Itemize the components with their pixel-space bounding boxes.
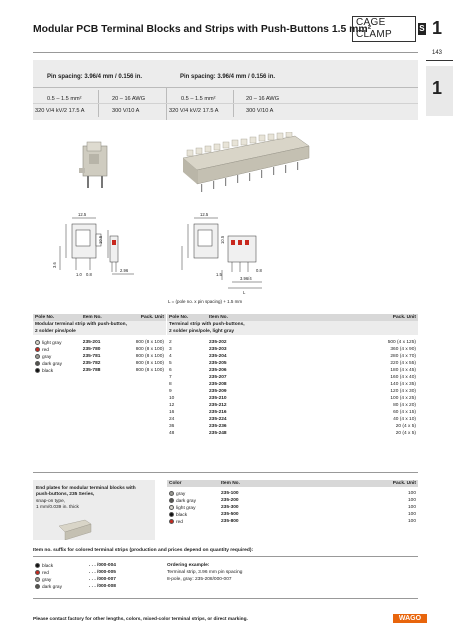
pole-number: 48 <box>169 431 175 436</box>
color-swatch <box>169 505 174 510</box>
table-row <box>33 583 166 590</box>
table-subtitle: Terminal strip with push-buttons, <box>169 322 245 327</box>
color-swatch <box>35 354 40 359</box>
section-rule <box>33 556 418 557</box>
footer-note: Please contact factory for other lengths, colors, mixed-color terminal strips, or direct marking. <box>33 617 248 622</box>
table-row <box>167 353 418 360</box>
color-name: gray <box>42 354 52 360</box>
item-number: 235-236 <box>209 424 227 429</box>
item-number: 235-202 <box>209 340 227 345</box>
table-row <box>167 511 418 518</box>
dim-label: 1.0 <box>76 272 82 277</box>
length-formula: L = (pole no. x pin spacing) + 1.5 mm <box>168 299 243 304</box>
color-name: red <box>176 519 183 525</box>
pole-number: 16 <box>169 410 175 415</box>
color-name: red <box>42 347 49 353</box>
col-header: Color <box>169 481 182 486</box>
dim-label: 3.6 <box>52 262 57 268</box>
pack-unit: 140 (4 x 35) <box>390 382 416 387</box>
color-swatch <box>35 368 40 373</box>
pack-unit: 500 (4 x 125) <box>387 340 416 345</box>
col-header: Pack. Unit <box>392 481 416 486</box>
rating-ul: 300 V/10 A <box>112 108 140 114</box>
table-header <box>33 314 166 321</box>
color-name: black <box>42 368 54 374</box>
pack-unit: 160 (4 x 40) <box>390 375 416 380</box>
item-number: 235-205 <box>209 361 227 366</box>
table-row <box>167 346 418 353</box>
wire-range-awg: 20 – 16 AWG <box>112 96 146 102</box>
item-number: 235-209 <box>209 389 227 394</box>
item-number: 235-780 <box>82 347 101 352</box>
strip-table <box>167 314 418 437</box>
rating-iec: 320 V/4 kV/2 17.5 A <box>169 108 219 114</box>
chapter-number: 1 <box>432 18 443 38</box>
suffix-table <box>33 562 166 590</box>
item-number: 235-248 <box>209 431 227 436</box>
pole-number: 10 <box>169 396 175 401</box>
pack-unit: 80 (4 x 20) <box>393 403 416 408</box>
color-swatch <box>169 512 174 517</box>
section-rule <box>33 472 418 473</box>
page-title: Modular PCB Terminal Blocks and Strips with Push-Buttons 1.5 mm² <box>33 24 372 35</box>
table-row <box>167 490 418 497</box>
table-row <box>167 388 418 395</box>
color-swatch <box>35 340 40 345</box>
spec-divider <box>33 87 418 88</box>
dim-label: 12.5 <box>78 212 87 217</box>
pack-unit: 100 <box>407 498 416 503</box>
col-header: Pack. Unit <box>392 315 416 320</box>
wago-logo: WAGO <box>393 614 427 623</box>
cage-clamp-logo <box>352 17 426 40</box>
rating-iec: 320 V/4 kV/2 17.5 A <box>35 108 85 114</box>
section-number: 1 <box>432 78 443 98</box>
pack-unit: 20 (4 x 5) <box>395 424 416 429</box>
spec-divider <box>33 103 418 104</box>
wire-range-mm: 0.5 – 1.5 mm² <box>181 96 216 102</box>
dim-label: 10.5 <box>220 235 225 244</box>
end-plates-text: 1 mm/0.039 in. thick <box>36 505 79 511</box>
suffix-code: . . . /000-004 <box>89 563 116 568</box>
suffix-code: . . . /000-007 <box>89 577 116 582</box>
end-plate-photo <box>55 518 95 540</box>
end-plates-table <box>167 480 418 525</box>
item-number: 235-100 <box>221 491 239 496</box>
ordering-example <box>167 562 242 583</box>
suffix-code: . . . /000-008 <box>89 584 116 589</box>
table-row <box>167 395 418 402</box>
end-plates-info <box>33 480 155 540</box>
end-plates-section <box>33 480 418 540</box>
pack-unit: 120 (4 x 30) <box>390 389 416 394</box>
brand-badge: S <box>419 24 425 33</box>
table-header <box>167 480 418 487</box>
dimension-drawings <box>50 210 310 295</box>
item-number: 235-203 <box>209 347 227 352</box>
table-row <box>167 416 418 423</box>
color-name: dark gray <box>42 584 62 590</box>
pack-unit: 280 (4 x 70) <box>390 354 416 359</box>
section-rule <box>33 598 418 599</box>
pole-number: 6 <box>169 368 172 373</box>
pole-number: 5 <box>169 361 172 366</box>
suffix-title: Item no. suffix for colored terminal strips (production and prices depend on quantity required): <box>33 548 254 553</box>
item-number: 235-200 <box>221 498 239 503</box>
table-row <box>167 381 418 388</box>
color-name: dark gray <box>176 498 196 504</box>
table-row <box>33 360 166 367</box>
item-number: 235-201 <box>82 340 101 345</box>
end-plates-text: End plates for modular terminal blocks with <box>36 486 136 491</box>
color-name: gray <box>176 491 186 497</box>
suffix-section <box>33 558 418 596</box>
header-rule <box>33 52 418 53</box>
dim-label: L <box>243 290 246 295</box>
color-swatch <box>35 577 40 582</box>
color-swatch <box>35 361 40 366</box>
color-name: black <box>176 512 188 518</box>
color-swatch <box>35 563 40 568</box>
pack-unit: 60 (4 x 15) <box>393 410 416 415</box>
wire-range-awg: 20 – 16 AWG <box>246 96 280 102</box>
pole-number: 7 <box>169 375 172 380</box>
item-number: 235-788 <box>82 368 101 373</box>
item-number: 235-800 <box>221 519 239 524</box>
pack-unit: 800 (8 x 100) <box>135 340 164 345</box>
pack-unit: 100 <box>407 519 416 524</box>
table-row <box>33 562 166 569</box>
color-name: light gray <box>176 505 196 511</box>
table-header <box>167 314 418 321</box>
color-name: gray <box>42 577 52 583</box>
brand-name: CAGE CLAMP <box>352 16 416 42</box>
item-number: 235-224 <box>209 417 227 422</box>
pole-number: 4 <box>169 354 172 359</box>
pole-number: 8 <box>169 382 172 387</box>
example-title: Ordering example: <box>167 563 210 568</box>
pack-unit: 360 (4 x 90) <box>390 347 416 352</box>
table-row <box>33 367 166 374</box>
spec-heading: Pin spacing: 3.96/4 mm / 0.156 in. <box>47 74 143 80</box>
item-number: 235-500 <box>221 512 239 517</box>
item-number: 235-207 <box>209 375 227 380</box>
color-name: red <box>42 570 49 576</box>
item-number: 235-216 <box>209 410 227 415</box>
col-header: Item No. <box>221 481 240 486</box>
table-row <box>33 346 166 353</box>
pack-unit: 40 (4 x 10) <box>393 417 416 422</box>
col-header: Pole No. <box>35 315 55 320</box>
pole-number: 9 <box>169 389 172 394</box>
pole-number: 24 <box>169 417 175 422</box>
color-name: dark gray <box>42 361 62 367</box>
table-row <box>167 497 418 504</box>
spec-heading: Pin spacing: 3.96/4 mm / 0.156 in. <box>180 74 276 80</box>
pole-number: 36 <box>169 424 175 429</box>
table-row <box>167 504 418 511</box>
color-swatch <box>35 347 40 352</box>
dim-label: 0.8 <box>256 268 262 273</box>
pack-unit: 800 (8 x 100) <box>135 361 164 366</box>
table-row <box>167 339 418 346</box>
pack-unit: 100 <box>407 491 416 496</box>
table-row <box>167 409 418 416</box>
side-divider <box>426 60 453 61</box>
dim-label: 0.8 <box>86 272 92 277</box>
pack-unit: 800 (8 x 100) <box>135 347 164 352</box>
color-swatch <box>169 498 174 503</box>
rating-ul: 300 V/10 A <box>246 108 274 114</box>
table-row <box>167 360 418 367</box>
dim-label: 3.96/4 <box>240 276 252 281</box>
spec-panel <box>33 60 418 120</box>
item-number: 235-210 <box>209 396 227 401</box>
table-row <box>167 430 418 437</box>
col-header: Pack. Unit <box>140 315 164 320</box>
col-header: Item No. <box>82 315 102 320</box>
wire-range-mm: 0.5 – 1.5 mm² <box>47 96 82 102</box>
pack-unit: 100 <box>407 512 416 517</box>
example-line: 8-pole, gray: 235-208/000-007 <box>167 577 232 582</box>
module-table <box>33 314 166 374</box>
pole-number: 3 <box>169 347 172 352</box>
pack-unit: 800 (8 x 100) <box>135 368 164 373</box>
color-name: light gray <box>42 340 62 346</box>
col-header: Item No. <box>209 315 228 320</box>
pack-unit: 100 <box>407 505 416 510</box>
table-row <box>33 339 166 346</box>
dim-label: 12.5 <box>200 212 209 217</box>
item-number: 235-212 <box>209 403 227 408</box>
pole-number: 12 <box>169 403 175 408</box>
pack-unit: 20 (4 x 5) <box>395 431 416 436</box>
table-row <box>33 569 166 576</box>
item-number: 235-300 <box>221 505 239 510</box>
strip-photo <box>175 132 315 194</box>
color-swatch <box>169 519 174 524</box>
color-swatch <box>35 584 40 589</box>
pack-unit: 180 (4 x 45) <box>390 368 416 373</box>
pack-unit: 800 (8 x 100) <box>135 354 164 359</box>
suffix-code: . . . /000-005 <box>89 570 116 575</box>
example-line: Terminal strip, 3.96 mm pin spacing <box>167 570 243 575</box>
col-header: Pole No. <box>169 315 189 320</box>
color-name: black <box>42 563 54 569</box>
end-plates-text: push-buttons, 235 Series, <box>36 492 95 498</box>
table-subtitle: 2 solder pins/pole, light gray <box>169 329 235 334</box>
item-number: 235-204 <box>209 354 227 359</box>
color-swatch <box>35 570 40 575</box>
table-row <box>167 402 418 409</box>
table-subtitle: Modular terminal strip with push-button, <box>35 322 127 327</box>
end-plates-text: snap-on type, <box>36 498 66 504</box>
dim-label: 1.5 <box>216 272 222 277</box>
item-number: 235-208 <box>209 382 227 387</box>
item-number: 235-781 <box>82 354 101 359</box>
color-swatch <box>169 491 174 496</box>
table-row <box>33 576 166 583</box>
page-number: 143 <box>432 50 443 56</box>
pole-number: 2 <box>169 340 172 345</box>
table-row <box>167 367 418 374</box>
dim-label: 2.96 <box>120 268 129 273</box>
dim-label: 10.5 <box>98 235 103 244</box>
module-photo <box>75 140 115 190</box>
pack-unit: 220 (4 x 55) <box>390 361 416 366</box>
table-row <box>167 423 418 430</box>
table-row <box>33 353 166 360</box>
item-number: 235-782 <box>82 361 101 366</box>
table-row <box>167 374 418 381</box>
table-row <box>167 518 418 525</box>
item-number: 235-206 <box>209 368 227 373</box>
table-subtitle: 2 solder pins/pole <box>35 329 76 334</box>
pack-unit: 100 (4 x 25) <box>390 396 416 401</box>
